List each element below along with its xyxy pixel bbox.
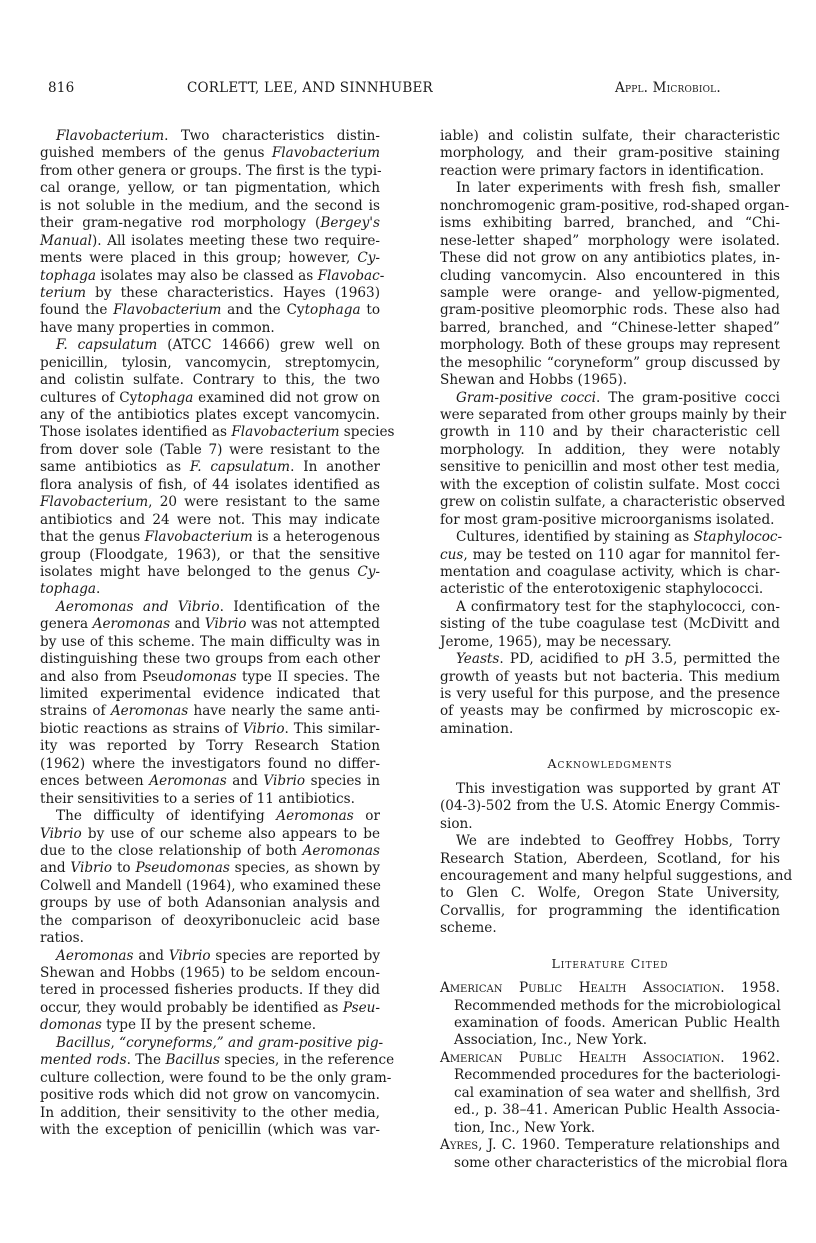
left-column-line: In addition, their sensitivity to the other media,	[40, 1104, 380, 1121]
left-column-line: distinguishing these two groups from each other	[40, 651, 380, 668]
reference-entry	[440, 1050, 780, 1137]
reference-author-line: American Public Health Association. 1962.	[440, 1049, 780, 1066]
right-column-line: These did not grow on any antibiotics plates, in-	[440, 250, 780, 267]
right-column-line: mentation and coagulase activity, which is char-	[440, 563, 780, 580]
left-column-line: that the genus Flavobacterium is a heterogenous	[40, 529, 380, 546]
acknowledgments-line: We are indebted to Geoffrey Hobbs, Torry	[456, 833, 780, 850]
reference-line: Recommended methods for the microbiological	[454, 997, 781, 1014]
left-column-line: is not soluble in the medium, and the second is	[40, 197, 380, 214]
left-column-line: their gram-negative rod morphology (Bergey's	[40, 215, 380, 232]
right-column-line: for most gram-positive microorganisms isolated.	[440, 511, 775, 528]
reference-author-line: Ayres, J. C. 1960. Temperature relationships and	[440, 1137, 780, 1154]
right-column-line: sisting of the tube coagulase test (McDivitt and	[440, 616, 780, 633]
right-column-line: isms exhibiting barred, branched, and “Chi-	[440, 215, 780, 232]
left-column-line: Flavobacterium, 20 were resistant to the same	[40, 494, 380, 511]
right-column-line: iable) and colistin sulfate, their characteristic	[440, 128, 780, 144]
acknowledgments-line: Research Station, Aberdeen, Scotland, for his	[440, 850, 780, 867]
acknowledgments-heading: Acknowledgments	[547, 756, 673, 772]
left-column-line: (1962) where the investigators found no differ-	[40, 755, 380, 772]
right-column-line: sensitive to penicillin and most other test media,	[440, 459, 780, 476]
left-column-line: The difficulty of identifying Aeromonas or	[56, 808, 380, 825]
left-column-line: their sensitivities to a series of 11 antibiotics.	[40, 790, 355, 807]
acknowledgments-line: Corvallis, for programming the identification	[440, 902, 780, 919]
reference-author-line: American Public Health Association. 1958.	[440, 980, 780, 997]
left-column-line: any of the antibiotics plates except vancomycin.	[40, 407, 380, 423]
right-column-line: Gram-positive cocci. The gram-positive cocci	[456, 389, 780, 406]
left-column-line: have many properties in common.	[40, 319, 275, 336]
right-column-line: morphology. In addition, they were notably	[440, 441, 780, 458]
page-number: 816	[48, 80, 75, 96]
reference-line: cal examination of sea water and shellfish, 3rd	[454, 1084, 780, 1101]
left-column-line: tophaga isolates may also be classed as Flavobac-	[40, 267, 385, 284]
running-head-journal: Appl. Microbiol.	[615, 80, 721, 96]
reference-author: American Public Health Association.	[440, 980, 742, 997]
left-column-line: strains of Aeromonas have nearly the same anti-	[40, 703, 380, 720]
acknowledgments-line: (04-3)-502 from the U.S. Atomic Energy Commis-	[440, 798, 780, 815]
right-column-body	[440, 128, 790, 738]
reference-line: some other characteristics of the microbial flora	[454, 1154, 788, 1171]
left-column-line: ences between Aeromonas and Vibrio species in	[40, 773, 381, 790]
acknowledgments-line: scheme.	[440, 920, 497, 937]
left-column-line: Colwell and Mandell (1964), who examined these	[40, 877, 381, 894]
left-column-line: Bacillus, “coryneforms,” and gram-positive pig-	[56, 1034, 384, 1051]
right-column-line: cus, may be tested on 110 agar for mannitol fer-	[440, 546, 780, 563]
left-column-line: Those isolates identified as Flavobacterium species	[40, 424, 395, 441]
left-column-line: by use of this scheme. The main difficulty was in	[40, 633, 380, 650]
right-column-line: grew on colistin sulfate, a characteristic observed	[440, 494, 786, 511]
left-column-line: Flavobacterium. Two characteristics distin-	[56, 128, 380, 144]
left-column-line: penicillin, tylosin, vancomycin, streptomycin,	[40, 354, 380, 371]
left-column-line: and Vibrio to Pseudomonas species, as shown by	[40, 860, 381, 877]
literature-cited-heading: Literature Cited	[551, 955, 669, 971]
left-column-line: culture collection, were found to be the only gram-	[40, 1069, 392, 1086]
left-column-line: and also from Pseudomonas type II species. The	[40, 668, 380, 685]
right-column-line: growth of yeasts but not bacteria. This medium	[440, 668, 780, 685]
right-column-line: nese-letter shaped” morphology were isolated.	[440, 232, 780, 249]
left-column-line: ments were placed in this group; however, Cy-	[40, 250, 380, 267]
reference-line: ed., p. 38–41. American Public Health Associa-	[454, 1102, 780, 1119]
running-head-authors: CORLETT, LEE, AND SINNHUBER	[187, 80, 433, 96]
right-column-line: A confirmatory test for the staphylococci, con-	[456, 598, 780, 615]
left-column-line: Aeromonas and Vibrio species are reported by	[56, 947, 380, 964]
left-column-line: from dover sole (Table 7) were resistant to the	[40, 441, 380, 458]
right-column	[440, 128, 793, 1172]
acknowledgments-line: encouragement and many helpful suggestions, and	[440, 867, 793, 884]
references-list	[440, 980, 788, 1172]
right-column-line: gram-positive pleomorphic rods. These also had	[440, 302, 780, 319]
right-column-line: of yeasts may be confirmed by microscopic ex-	[440, 703, 780, 720]
left-column-line: due to the close relationship of both Aeromonas	[40, 842, 380, 859]
left-column-line: found the Flavobacterium and the Cytophaga to	[40, 302, 380, 319]
left-column-line: genera Aeromonas and Vibrio was not attempted	[40, 616, 380, 633]
right-column-line: In later experiments with fresh fish, smaller	[456, 180, 780, 197]
reference-entry	[440, 1137, 788, 1172]
acknowledgments-body	[440, 780, 793, 938]
right-column-line: the mesophilic “coryneform” group discussed by	[440, 354, 780, 371]
reference-line: tion, Inc., New York.	[454, 1119, 596, 1136]
left-column-line: Shewan and Hobbs (1965) to be seldom encoun-	[40, 965, 380, 981]
left-column-line: tered in processed fisheries products. If they did	[40, 982, 380, 999]
right-column-line: were separated from other groups mainly by their	[440, 407, 787, 423]
right-column-line: Jerome, 1965), may be necessary.	[440, 633, 672, 650]
right-column-line: morphology, and their gram-positive staining	[440, 145, 780, 162]
left-column-line: group (Floodgate, 1963), or that the sensitive	[40, 546, 380, 563]
left-column-line: Vibrio by use of our scheme also appears to be	[40, 825, 380, 842]
left-column-line: isolates might have belonged to the genus Cy-	[40, 563, 380, 580]
reference-line: examination of foods. American Public Health	[454, 1015, 780, 1031]
right-column-line: Yeasts. PD, acidified to pH 3.5, permitted the	[456, 651, 780, 668]
left-column-line: antibiotics and 24 were not. This may indicate	[40, 511, 380, 528]
right-column-line: morphology. Both of these groups may represent	[440, 337, 780, 354]
left-column-line: guished members of the genus Flavobacterium	[40, 145, 380, 162]
left-column-line: positive rods which did not grow on vancomycin.	[40, 1087, 380, 1104]
left-column-line: with the exception of penicillin (which was var-	[40, 1121, 380, 1138]
left-column-line: from other genera or groups. The first is the typi-	[40, 162, 382, 179]
reference-author: American Public Health Association.	[440, 1049, 742, 1066]
left-column-line: ratios.	[40, 930, 84, 947]
acknowledgments-line: sion.	[440, 815, 473, 832]
left-column-line: same antibiotics as F. capsulatum. In another	[40, 459, 380, 476]
right-column-line: nonchromogenic gram-positive, rod-shaped organ-	[440, 197, 790, 214]
left-column-line: tophaga.	[40, 581, 101, 598]
left-column-line: occur, they would probably be identified as Pseu-	[40, 999, 380, 1016]
acknowledgments-line: to Glen C. Wolfe, Oregon State University,	[440, 885, 780, 902]
reference-entry	[440, 980, 780, 1050]
reference-line: Recommended procedures for the bacteriologi-	[454, 1067, 781, 1084]
left-column	[40, 128, 395, 1139]
right-column-line: is very useful for this purpose, and the presence	[440, 686, 780, 702]
acknowledgments-line: This investigation was supported by grant AT	[456, 780, 780, 797]
left-column-line: and colistin sulfate. Contrary to this, the two	[40, 372, 380, 389]
right-column-line: reaction were primary factors in identification.	[440, 162, 765, 179]
left-column-line: Manual). All isolates meeting these two require-	[40, 232, 380, 249]
left-column-line: ity was reported by Torry Research Station	[40, 738, 380, 755]
left-column-line: limited experimental evidence indicated that	[40, 686, 380, 702]
right-column-line: amination.	[440, 720, 514, 737]
left-column-line: cultures of Cytophaga examined did not grow on	[40, 389, 380, 406]
left-column-line: Aeromonas and Vibrio. Identification of the	[56, 598, 380, 615]
left-column-line: flora analysis of fish, of 44 isolates identified as	[40, 476, 380, 493]
left-column-line: biotic reactions as strains of Vibrio. This similar-	[40, 720, 380, 737]
right-column-line: cluding vancomycin. Also encountered in this	[440, 267, 780, 284]
reference-author: Ayres, J. C.	[440, 1137, 522, 1154]
right-column-line: growth in 110 and by their characteristic cell	[440, 424, 780, 441]
right-column-line: barred, branched, and “Chinese-letter shaped”	[440, 319, 780, 336]
right-column-line: acteristic of the enterotoxigenic staphylococci.	[440, 581, 764, 598]
left-column-line: terium by these characteristics. Hayes (1963)	[40, 284, 380, 301]
right-column-line: Shewan and Hobbs (1965).	[440, 372, 628, 389]
left-column-line: F. capsulatum (ATCC 14666) grew well on	[56, 337, 381, 354]
right-column-line: Cultures, identified by staining as Staphylococ-	[456, 529, 783, 546]
right-column-line: with the exception of colistin sulfate. Most cocci	[440, 476, 780, 493]
left-column-line: mented rods. The Bacillus species, in the reference	[40, 1052, 395, 1069]
right-column-line: sample were orange- and yellow-pigmented,	[440, 284, 780, 301]
left-column-line: cal orange, yellow, or tan pigmentation, which	[40, 180, 380, 197]
left-column-line: domonas type II by the present scheme.	[40, 1017, 317, 1034]
reference-line: Association, Inc., New York.	[454, 1032, 648, 1049]
left-column-line: the comparison of deoxyribonucleic acid base	[40, 912, 380, 929]
left-column-line: groups by use of both Adansonian analysis and	[40, 895, 380, 912]
